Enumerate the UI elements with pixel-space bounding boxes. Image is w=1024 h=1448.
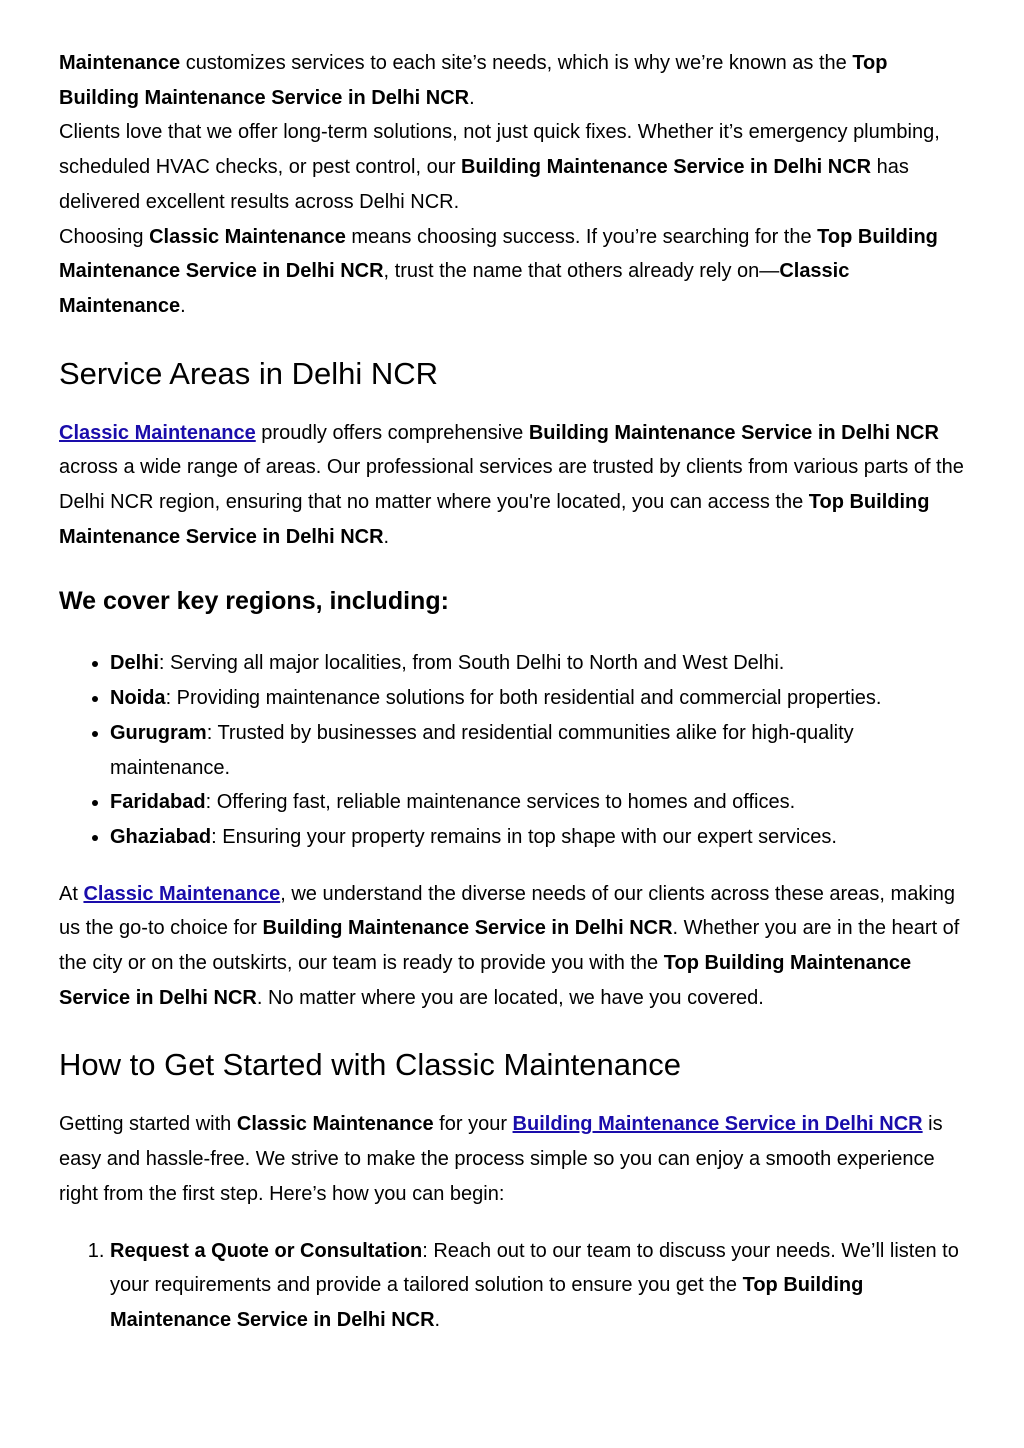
regions-list xyxy=(59,646,968,854)
intro-paragraph-1: Maintenance customizes services to each site’s needs, which is why we’re known as the Top Building Maintenance Service in Delhi NCR. xyxy=(59,52,888,109)
coverage-paragraph: At Classic Maintenance, we understand the diverse needs of our clients across these areas, making us the go-to choice for Building Maintenance Service in Delhi NCR. Whether you are in the heart of the city or on the outskirts, our team is ready to provide you with the Top Building Maintenance Service in Delhi NCR. No matter where you are located, we have you covered. xyxy=(59,882,960,1009)
list-item: • Delhi: Serving all major localities, from South Delhi to North and West Delhi. xyxy=(110,646,968,681)
service-areas-heading: Service Areas in Delhi NCR xyxy=(59,355,439,391)
list-item: • Gurugram: Trusted by businesses and residential communities alike for high-quality maintenance. xyxy=(110,716,968,785)
regions-subheading: We cover key regions, including: xyxy=(59,587,449,616)
get-started-heading: How to Get Started with Classic Maintenance xyxy=(59,1047,681,1083)
intro-paragraph-3: Choosing Classic Maintenance means choosing success. If you’re searching for the Top Building Maintenance Service in Delhi NCR, trust the name that others already rely on—Classic Maintenance. xyxy=(59,225,938,317)
list-item: • Faridabad: Offering fast, reliable maintenance services to homes and offices. xyxy=(110,785,968,820)
building-maintenance-service-link[interactable]: Building Maintenance Service in Delhi NCR xyxy=(512,1113,923,1136)
intro-paragraph-2: Clients love that we offer long-term solutions, not just quick fixes. Whether it’s emergency plumbing, scheduled HVAC checks, or pest control, our Building Maintenance Service in Delhi NCR has delivered excellent results across Delhi NCR. xyxy=(59,121,940,213)
list-item: • Noida: Providing maintenance solutions for both residential and commercial properties. xyxy=(110,681,968,716)
list-item: 1. Request a Quote or Consultation: Reach out to our team to discuss your needs. We’ll listen to your requirements and provide a tailored solution to ensure you get the Top Building Maintenance Service in Delhi NCR. xyxy=(110,1234,968,1338)
classic-maintenance-link[interactable]: Classic Maintenance xyxy=(83,882,281,905)
classic-maintenance-link[interactable]: Classic Maintenance xyxy=(59,421,256,444)
get-started-paragraph: Getting started with Classic Maintenance for your Building Maintenance Service in Delhi NCR is easy and hassle-free. We strive to make the process simple so you can enjoy a smooth experience right from the first step. Here’s how you can begin: xyxy=(59,1113,943,1205)
service-areas-paragraph: Classic Maintenance proudly offers comprehensive Building Maintenance Service in Delhi NCR across a wide range of areas. Our professional services are trusted by clients from various parts of the Delhi NCR region, ensuring that no matter where you're located, you can access the Top Building Maintenance Service in Delhi NCR. xyxy=(59,421,964,548)
steps-list xyxy=(59,1234,968,1338)
list-item: • Ghaziabad: Ensuring your property remains in top shape with our expert services. xyxy=(110,820,968,855)
